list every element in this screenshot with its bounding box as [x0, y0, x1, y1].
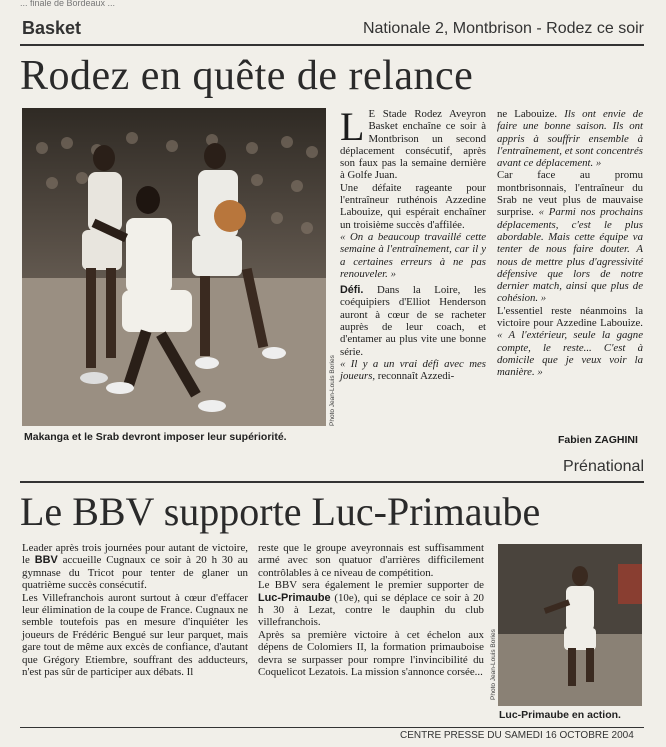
article1-column-2 — [497, 108, 643, 379]
article1-col2-p2-quote: « Parmi nos prochains déplacements, c'est le plus abordable. Mais cette équipe va tenter de nous faire douter. A nous de mettre plus d'agressivité défensive que lors de notre dernier match, ainsi que plus de cohésion. » — [497, 206, 643, 305]
article1-col2-p1-plain: ne Labouize. — [497, 108, 558, 120]
article1-col2-p2-plain: Car face au promu montbrisonnais, l'entraîneur du Srab ne veut plus de mauvaise surprise. — [497, 169, 643, 219]
article2-col1-b: accueille Cugnaux ce soir à 20 h 30 au gymnase du Tricot pour tenter de glaner un quatrième succès consécutif. — [22, 554, 248, 592]
footer-rule — [20, 727, 644, 728]
article1-col2-p3-quote: « A l'extérieur, seule la gagne compte, le reste... C'est à domicile que je veux voir la manière. » — [497, 329, 643, 379]
basketball-players-image — [22, 108, 326, 426]
dropcap: L — [340, 104, 365, 149]
header-subtitle: Nationale 2, Montbrison - Rodez ce soir — [362, 20, 644, 37]
article1-author: Fabien ZAGHINI — [558, 434, 638, 446]
article2-col2-p2-b: (10e), qui se déplace ce soir à 20 h 30 à Lezat, contre le dauphin du club villefranchois. — [258, 591, 484, 629]
article2-col2-p1: reste que le groupe aveyronnais est suffisamment armé avec son quatuor d'arrières difficilement contrôlables à ce niveau de compétition. — [258, 542, 484, 579]
article1-defi-text: Dans la Loire, les coéquipiers d'Elliot Henderson auront à cœur de se racheter auprès de leur coach, et d'entamer au plus vite une bonne série. — [340, 284, 487, 358]
basketball-player-image — [498, 544, 642, 706]
article1-quote-2-tail: reconnaît Azzedi- — [377, 370, 455, 383]
article2-col1-p2: Les Villefranchois auront surtout à cœur d'effacer leur élimination de la coupe de France. Cugnaux ne semble toutefois pas en mesure d'inquiéter les joueurs de Frédéric Bengué sur leur parquet, mais gare tout de même aux excès de confiance, d'autant que Grégory Etiembre, souffrant des adducteurs, n'est pas sûr de participer aux débats. Il — [22, 591, 248, 679]
article2-title: Le BBV supporte Luc-Primaube — [20, 489, 541, 534]
footer-dateline: CENTRE PRESSE DU SAMEDI 16 OCTOBRE 2004 — [400, 730, 634, 741]
section2-rule — [20, 481, 644, 483]
article1-paragraph-1: E Stade Rodez Aveyron Basket enchaîne ce soir à Montbrison un second déplacement consécutif, après son faux pas la semaine dernière à Golfe Juan. — [340, 108, 486, 182]
cut-top-strip: ... finale de Bordeaux ... — [20, 0, 116, 6]
article2-column-1 — [22, 542, 248, 678]
article2-luc-primaube: Luc-Primaube — [258, 591, 331, 604]
article1-col2-p1-quote: Ils ont envie de faire une bonne saison. Ils ont appris à souffrir ensemble à l'entraînement, et sont concentrés avant ce déplacement. » — [497, 108, 643, 170]
article2-photo-credit: Photo Jean-Louis Bories — [490, 629, 497, 700]
article1-quote-2: « Il y a un vrai défi avec mes joueurs, — [340, 357, 486, 383]
article2-photo — [498, 544, 642, 706]
article2-bbv: BBV — [34, 554, 58, 567]
article1-quote-1: « On a beaucoup travaillé cette semaine à l'entraînement, car il y a certaines erreurs à ne pas renouveler. » — [340, 230, 486, 280]
article1-photo-credit: Photo Jean-Louis Bories — [329, 355, 336, 426]
section-header — [18, 16, 644, 42]
article2-column-2 — [258, 542, 484, 678]
rubric-label: Basket — [22, 18, 82, 38]
article1-defi-label: Défi. — [340, 284, 364, 297]
article2-col2-p2-a: Le BBV sera également le premier supporter de — [258, 579, 484, 592]
article1-title: Rodez en quête de relance — [20, 53, 474, 99]
article2-photo-caption: Luc-Primaube en action. — [499, 709, 621, 721]
article2-col1-a: Leader après trois journées pour autant de victoire, le — [22, 542, 248, 567]
article1-col2-p3-plain: L'essentiel reste néanmoins la victoire pour Azzedine Labouize. — [497, 304, 643, 330]
header-rule — [20, 44, 644, 46]
article1-photo — [22, 108, 326, 426]
article2-col2-p3: Après sa première victoire à cet échelon aux dépens de Colomiers II, la formation primauboise devra se surpasser pour rompre l'invincibilité du Coquelicot Lezatois. La mission s'annonce corsée... — [258, 628, 484, 679]
article1-photo-caption: Makanga et le Srab devront imposer leur supériorité. — [24, 431, 287, 443]
article1-column-1 — [340, 104, 487, 383]
section2-label: Prénational — [563, 458, 644, 475]
article1-paragraph-2: Une défaite rageante pour l'entraîneur ruthénois Azzedine Labouize, qui espérait enchaîner un troisième succès d'affilée. — [340, 181, 486, 231]
